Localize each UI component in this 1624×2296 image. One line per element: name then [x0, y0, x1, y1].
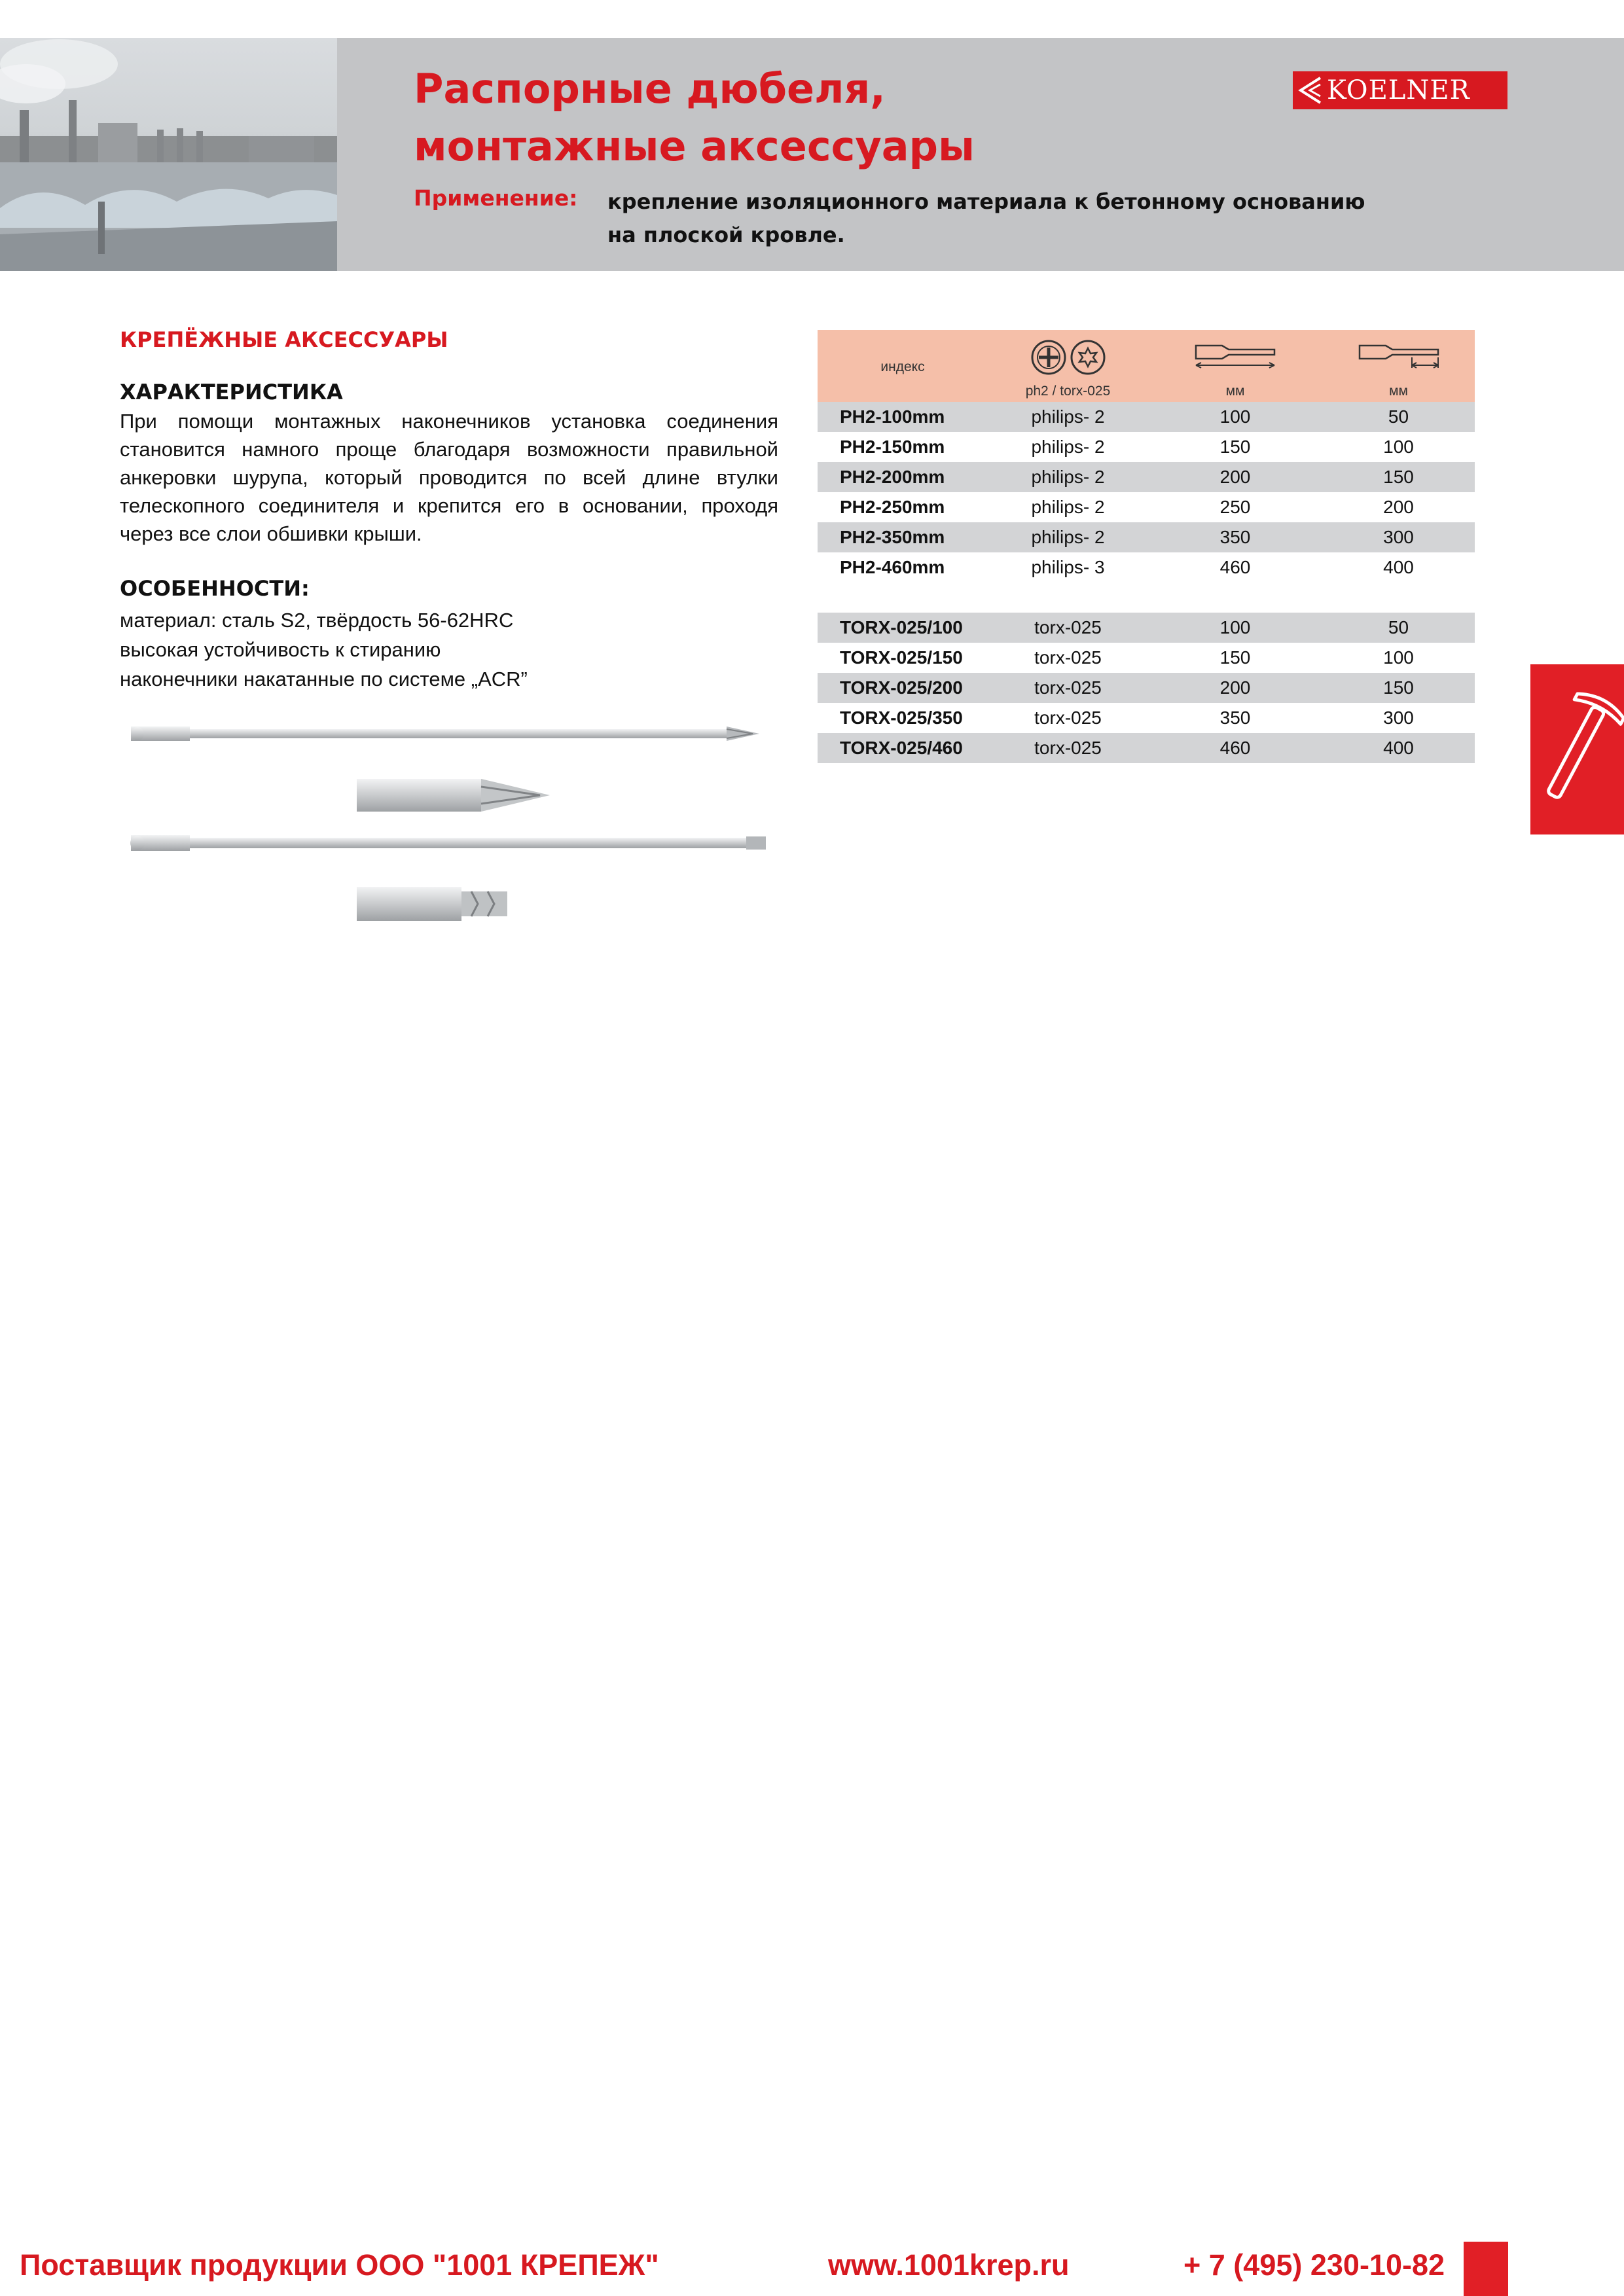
bit-work-length-icon	[1356, 338, 1441, 370]
section-title: КРЕПЁЖНЫЕ АКСЕССУАРЫ	[120, 327, 448, 352]
cell-index: PH2-150mm	[840, 437, 945, 457]
phillips-head-icon	[1032, 341, 1065, 374]
table-row	[818, 432, 1475, 462]
cell-work-length: 50	[1322, 613, 1475, 643]
cell-work-length: 150	[1322, 673, 1475, 703]
work-length-unit: мм	[1389, 384, 1408, 399]
table-row	[818, 402, 1475, 432]
cell-drive: torx-025	[988, 733, 1148, 763]
table-header-row	[818, 330, 1475, 402]
category-side-tab	[1530, 664, 1624, 834]
cell-work-length: 300	[1322, 522, 1475, 552]
long-torx-bit	[130, 835, 766, 851]
page-title	[414, 60, 1265, 175]
features-heading: ОСОБЕННОСТИ:	[120, 576, 310, 601]
rooftop-photo	[0, 38, 337, 271]
table-row	[818, 462, 1475, 492]
spec-table	[818, 330, 1475, 763]
cell-total-length: 250	[1219, 497, 1251, 517]
footer-phone: + 7 (495) 230-10-82	[1183, 2248, 1445, 2282]
cell-index: PH2-460mm	[840, 557, 945, 577]
cell-drive: philips- 2	[988, 402, 1148, 432]
feature-item: наконечники накатанные по системе „ACR”	[120, 668, 528, 691]
application-text: крепление изоляционного материала к бетонному основанию на плоской кровле.	[607, 189, 1365, 247]
table-row	[818, 733, 1475, 763]
roof-dowel-icon	[1530, 664, 1624, 834]
drive-header-label: ph2 / torx-025	[1025, 384, 1111, 399]
header-work-length	[1322, 330, 1475, 402]
cell-total-length: 150	[1219, 437, 1251, 457]
koelner-logo-icon	[1298, 77, 1322, 104]
footer-website-link[interactable]: www.1001krep.ru	[828, 2248, 1070, 2282]
page-title-line1: Распорные дюбеля,	[414, 65, 886, 113]
cell-total-length: 460	[1148, 733, 1322, 763]
cell-index: PH2-100mm	[818, 402, 988, 432]
bit-total-length-icon	[1193, 338, 1278, 370]
page-title-line2: монтажные аксессуары	[414, 122, 975, 170]
cell-total-length: 350	[1148, 522, 1322, 552]
total-length-unit: мм	[1225, 384, 1245, 399]
cell-total-length: 150	[1219, 647, 1251, 668]
cell-drive: philips- 2	[1031, 437, 1105, 457]
table-row	[818, 492, 1475, 522]
cell-work-length: 200	[1383, 497, 1414, 517]
cell-drive: philips- 2	[988, 522, 1148, 552]
cell-index: TORX-025/150	[840, 647, 963, 668]
cell-total-length: 100	[1148, 613, 1322, 643]
table-row	[818, 643, 1475, 673]
footer-red-square	[1464, 2242, 1508, 2296]
characteristics-heading: ХАРАКТЕРИСТИКА	[120, 380, 343, 404]
cell-drive: torx-025	[1034, 708, 1102, 728]
cell-work-length: 300	[1383, 708, 1414, 728]
table-row	[818, 703, 1475, 733]
cell-total-length: 460	[1219, 557, 1251, 577]
cell-work-length: 150	[1322, 462, 1475, 492]
header-index: индекс	[818, 330, 988, 402]
features-list	[120, 605, 528, 694]
table-spacer-row	[818, 583, 1475, 613]
cell-work-length: 400	[1383, 557, 1414, 577]
cell-work-length: 400	[1322, 733, 1475, 763]
table-row	[818, 552, 1475, 583]
cell-total-length: 100	[1148, 402, 1322, 432]
table-row	[818, 522, 1475, 552]
cell-work-length: 100	[1383, 647, 1414, 668]
cell-drive: philips- 2	[988, 462, 1148, 492]
short-phillips-bit	[357, 779, 550, 812]
cell-index: PH2-200mm	[818, 462, 988, 492]
table-row	[818, 673, 1475, 703]
cell-work-length: 100	[1383, 437, 1414, 457]
torx-head-icon	[1072, 341, 1104, 374]
characteristics-text: При помощи монтажных наконечников установка соединения становится намного проще благодаря возможности правильной анкеровки шурупа, который проводится по всей длине втулки телескопного соединителя и крепится его в основании, проходя через все слои обшивки крыши.	[120, 410, 778, 545]
cell-work-length: 50	[1322, 402, 1475, 432]
header-drive	[988, 330, 1148, 402]
cell-drive: philips- 2	[1031, 497, 1105, 517]
cell-index: PH2-350mm	[818, 522, 988, 552]
short-torx-bit	[357, 887, 507, 921]
cell-drive: philips- 3	[1031, 557, 1105, 577]
table-row	[818, 613, 1475, 643]
cell-index: TORX-025/460	[818, 733, 988, 763]
cell-drive: torx-025	[988, 673, 1148, 703]
koelner-logo	[1293, 71, 1507, 109]
cell-drive: torx-025	[1034, 647, 1102, 668]
footer-company: Поставщик продукции ООО "1001 КРЕПЕЖ"	[20, 2248, 659, 2282]
feature-item: высокая устойчивость к стиранию	[120, 638, 441, 661]
cell-index: TORX-025/350	[840, 708, 963, 728]
long-phillips-bit	[131, 726, 759, 741]
feature-item: материал: сталь S2, твёрдость 56-62HRC	[120, 609, 514, 632]
cell-total-length: 200	[1148, 462, 1322, 492]
cell-index: PH2-250mm	[840, 497, 945, 517]
cell-index: TORX-025/100	[818, 613, 988, 643]
application-label: Применение:	[414, 185, 578, 211]
header-total-length	[1148, 330, 1322, 402]
cell-index: TORX-025/200	[818, 673, 988, 703]
logo-text: KOELNER	[1327, 75, 1470, 105]
bits-illustration	[118, 713, 785, 939]
cell-total-length: 200	[1148, 673, 1322, 703]
cell-total-length: 350	[1219, 708, 1251, 728]
cell-drive: torx-025	[988, 613, 1148, 643]
